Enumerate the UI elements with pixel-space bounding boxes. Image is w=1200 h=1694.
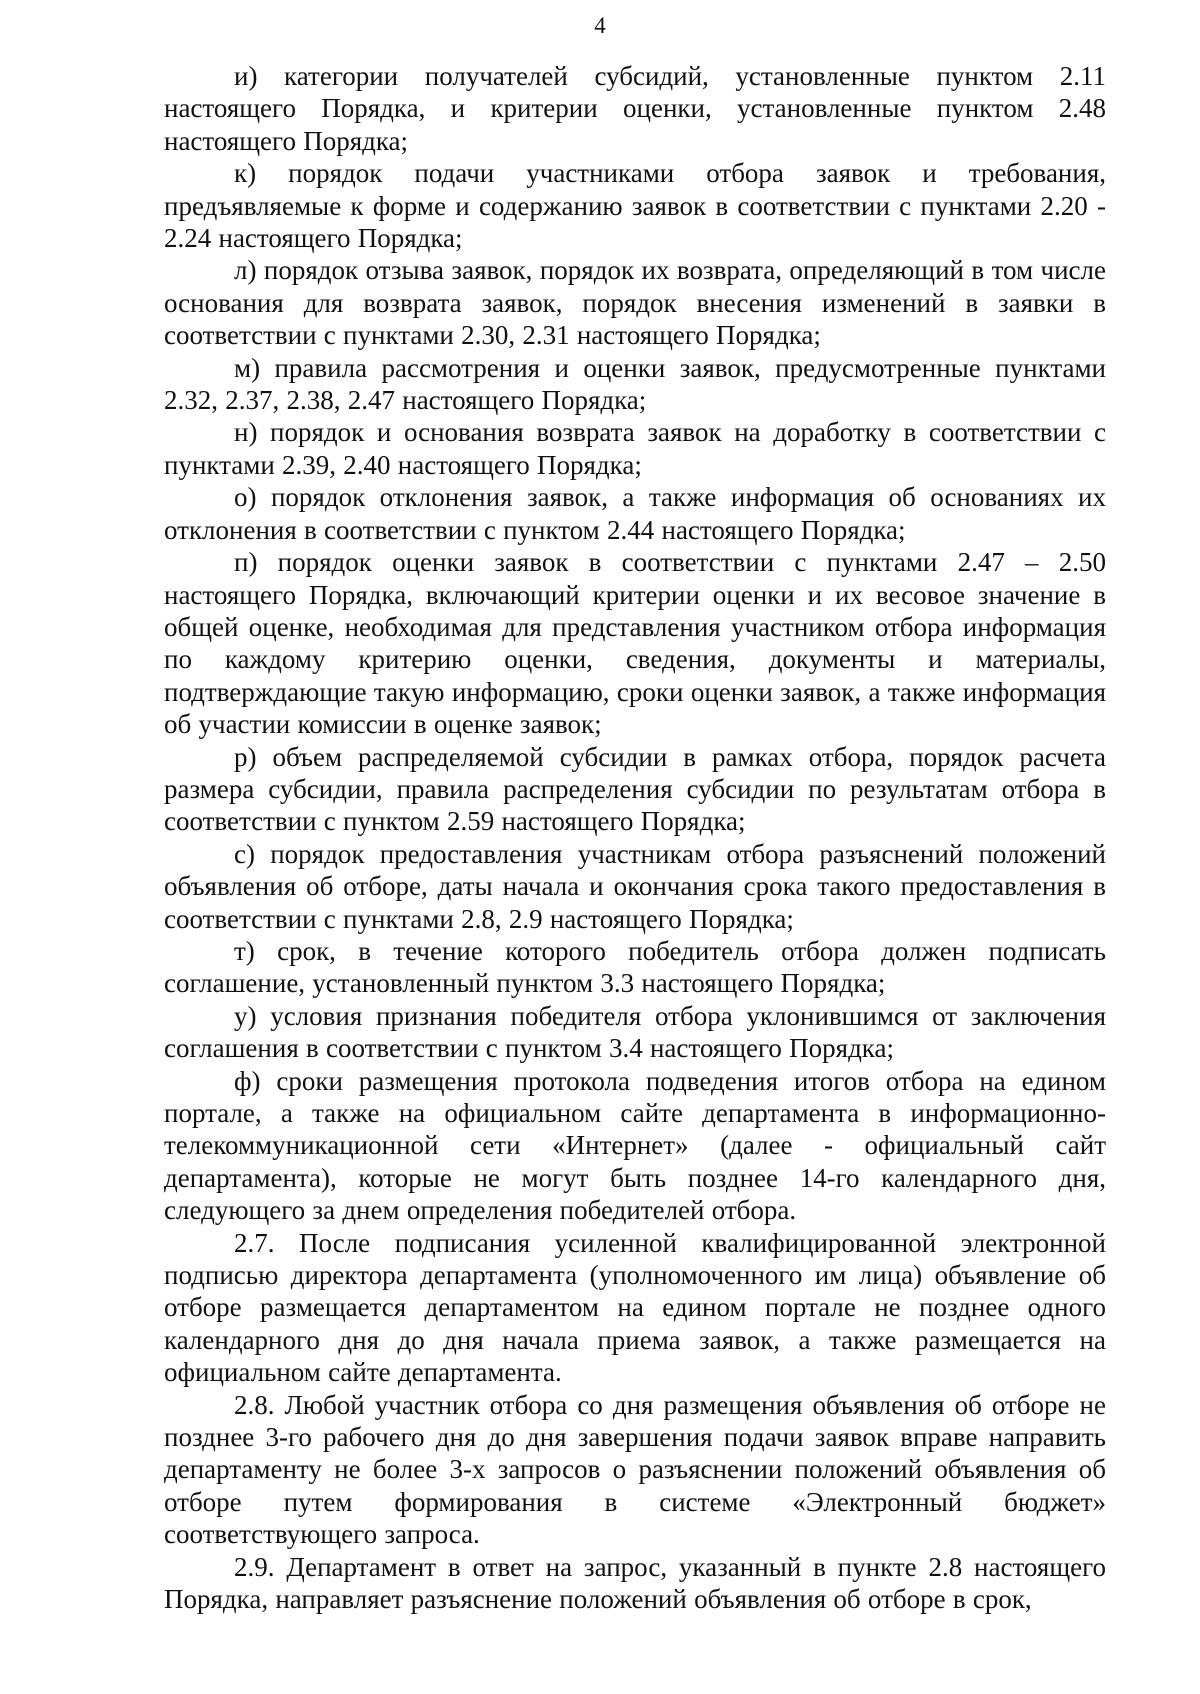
paragraph-section-2-9: 2.9. Департамент в ответ на запрос, указанный в пункте 2.8 настоящего Порядка, направляет разъяснение положений объявления об отборе в срок, (164, 1551, 1106, 1615)
paragraph-item-k: к) порядок подачи участниками отбора заявок и требования, предъявляемые к форме и содержанию заявок в соответствии с пунктами 2.20 - 2.24 настоящего Порядка; (164, 158, 1106, 254)
paragraph-item-i: и) категории получателей субсидий, установленные пунктом 2.11 настоящего Порядка, и критерии оценки, установленные пунктом 2.48 настоящего Порядка; (164, 61, 1106, 156)
paragraph-section-2-7: 2.7. После подписания усиленной квалифицированной электронной подписью директора департамента (уполномоченного им лица) объявление об отборе размещается департаментом на едином портале не позднее одного календарного дня до дня начала приема заявок, а также размещается на официальном сайте департамента. (164, 1227, 1106, 1388)
paragraph-item-r: р) объем распределяемой субсидии в рамках отбора, порядок расчета размера субсидии, правила распределения субсидии по результатам отбора в соответствии с пунктом 2.59 настоящего Порядка; (164, 741, 1106, 837)
paragraph-item-s: с) порядок предоставления участникам отбора разъяснений положений объявления об отборе, даты начала и окончания срока такого предоставления в соответствии с пунктами 2.8, 2.9 настоящего Порядка; (164, 838, 1106, 934)
paragraph-item-m: м) правила рассмотрения и оценки заявок, предусмотренные пунктами 2.32, 2.37, 2.38, 2.47 настоящего Порядка; (164, 352, 1106, 416)
document-body (164, 60, 1106, 1616)
paragraph-item-u: у) условия признания победителя отбора уклонившимся от заключения соглашения в соответствии с пунктом 3.4 настоящего Порядка; (164, 1000, 1106, 1064)
paragraph-item-o: о) порядок отклонения заявок, а также информация об основаниях их отклонения в соответствии с пунктом 2.44 настоящего Порядка; (164, 482, 1106, 545)
paragraph-item-t: т) срок, в течение которого победитель отбора должен подписать соглашение, установленный пунктом 3.3 настоящего Порядка; (164, 935, 1106, 999)
paragraph-item-l: л) порядок отзыва заявок, порядок их возврата, определяющий в том числе основания для возврата заявок, порядок внесения изменений в заявки в соответствии с пунктами 2.30, 2.31 настоящего Порядка; (164, 255, 1106, 351)
paragraph-item-p: п) порядок оценки заявок в соответствии с пунктами 2.47 – 2.50 настоящего Порядка, включающий критерии оценки и их весовое значение в общей оценке, необходимая для представления участником отбора информация по каждому критерию оценки, сведения, документы и материалы, подтверждающие такую информацию, сроки оценки заявок, а также информация об участии комиссии в оценке заявок; (164, 547, 1106, 740)
page-number: 4 (594, 13, 606, 38)
paragraph-item-n: н) порядок и основания возврата заявок на доработку в соответствии с пунктами 2.39, 2.40 настоящего Порядка; (164, 417, 1106, 480)
paragraph-item-f: ф) сроки размещения протокола подведения итогов отбора на едином портале, а также на официальном сайте департамента в информационно-телекоммуникационной сети «Интернет» (далее - официальный сайт департамента), которые не могут быть позднее 14-го календарного дня, следующего за днем определения победителей отбора. (164, 1065, 1106, 1226)
paragraph-section-2-8: 2.8. Любой участник отбора со дня размещения объявления об отборе не позднее 3-го рабочего дня до дня завершения подачи заявок вправе направить департаменту не более 3-х запросов о разъяснении положений объявления об отборе путем формирования в системе «Электронный бюджет» соответствующего запроса. (164, 1389, 1106, 1550)
